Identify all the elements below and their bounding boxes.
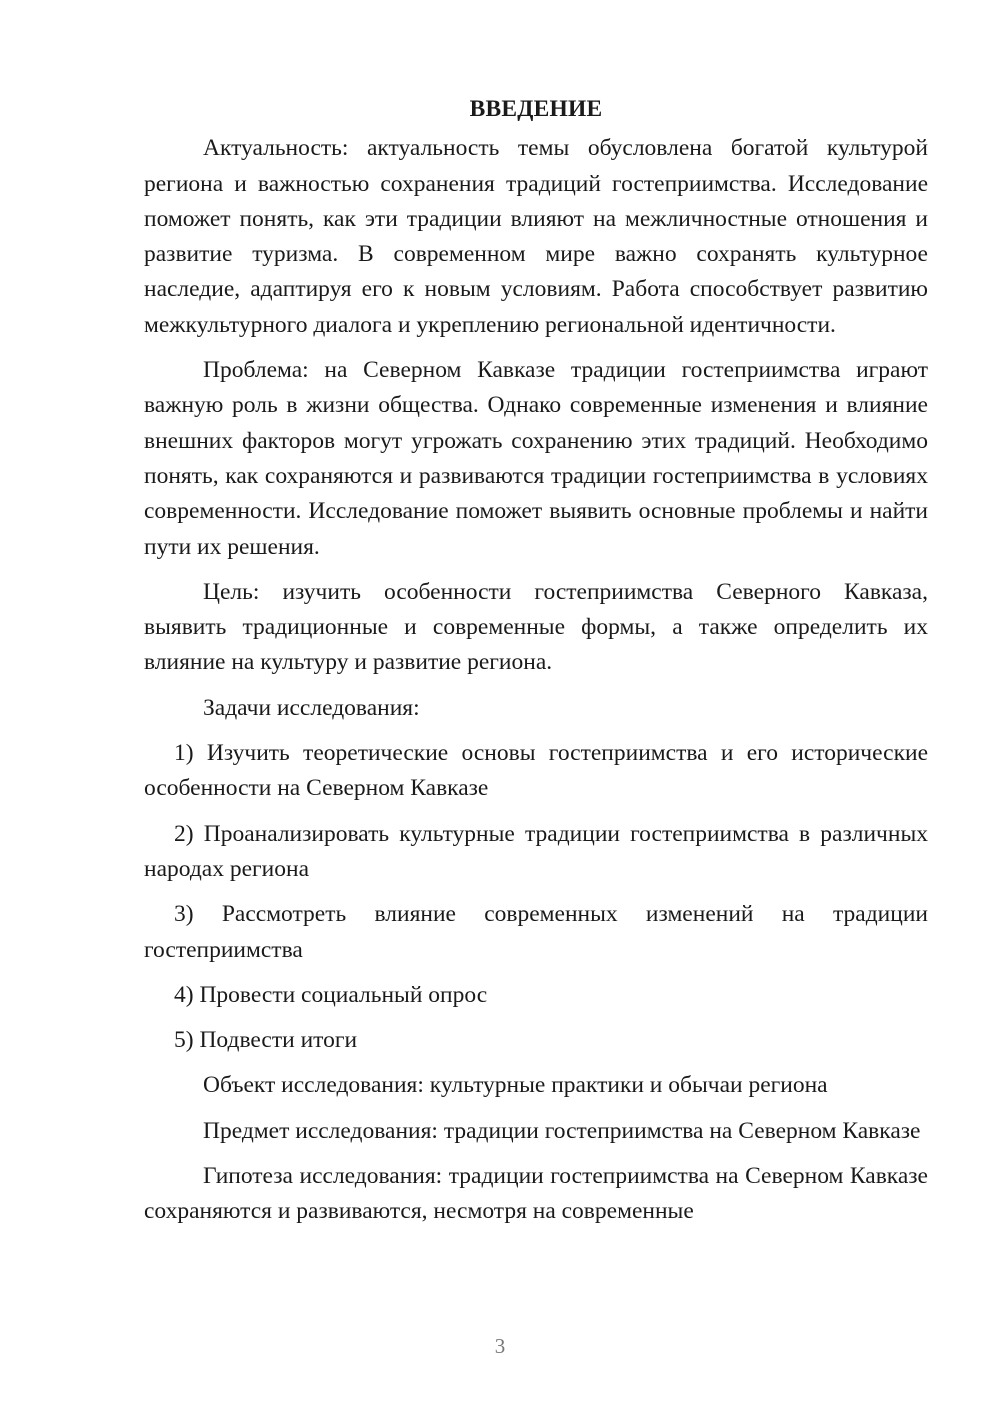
relevance-paragraph: Актуальность: актуальность темы обусловлена богатой культурой региона и важностью сохранения традиций гостеприимства. Исследование поможет понять, как эти традиции влияют на межличностные отношения и развитие туризма. В современном мире важно сохранять культурное наследие, адаптируя его к новым условиям. Работа способствует развитию межкультурного диалога и укреплению региональной идентичности.	[144, 135, 928, 338]
section-heading: ВВЕДЕНИЕ	[469, 96, 603, 122]
list-item: 1) Изучить теоретические основы гостеприимства и его исторические особенности на Северном Кавказе	[144, 740, 928, 802]
page-content	[144, 92, 928, 1240]
hypothesis-paragraph: Гипотеза исследования: традиции гостеприимства на Северном Кавказе сохраняются и развиваются, несмотря на современные	[144, 1163, 928, 1225]
list-item: 4) Провести социальный опрос	[174, 981, 488, 1008]
list-item: 5) Подвести итоги	[174, 1027, 358, 1054]
problem-paragraph: Проблема: на Северном Кавказе традиции гостеприимства играют важную роль в жизни общества. Однако современные изменения и влияние внешних факторов могут угрожать сохранению этих традиций. Необходимо понять, как сохраняются и развиваются традиции гостеприимства в условиях современности. Исследование поможет выявить основные проблемы и найти пути их решения.	[144, 357, 928, 560]
goal-paragraph: Цель: изучить особенности гостеприимства Северного Кавказа, выявить традиционные и современные формы, а также определить их влияние на культуру и развитие региона.	[144, 578, 928, 676]
tasks-list	[144, 736, 928, 1058]
subject-paragraph: Предмет исследования: традиции гостеприимства на Северном Кавказе	[203, 1117, 921, 1144]
tasks-title: Задачи исследования:	[203, 694, 420, 721]
page-number: 3	[494, 1334, 506, 1358]
object-paragraph: Объект исследования: культурные практики и обычаи региона	[203, 1072, 828, 1099]
list-item: 2) Проанализировать культурные традиции гостеприимства в различных народах региона	[144, 820, 928, 882]
list-item: 3) Рассмотреть влияние современных изменений на традиции гостеприимства	[144, 901, 928, 963]
